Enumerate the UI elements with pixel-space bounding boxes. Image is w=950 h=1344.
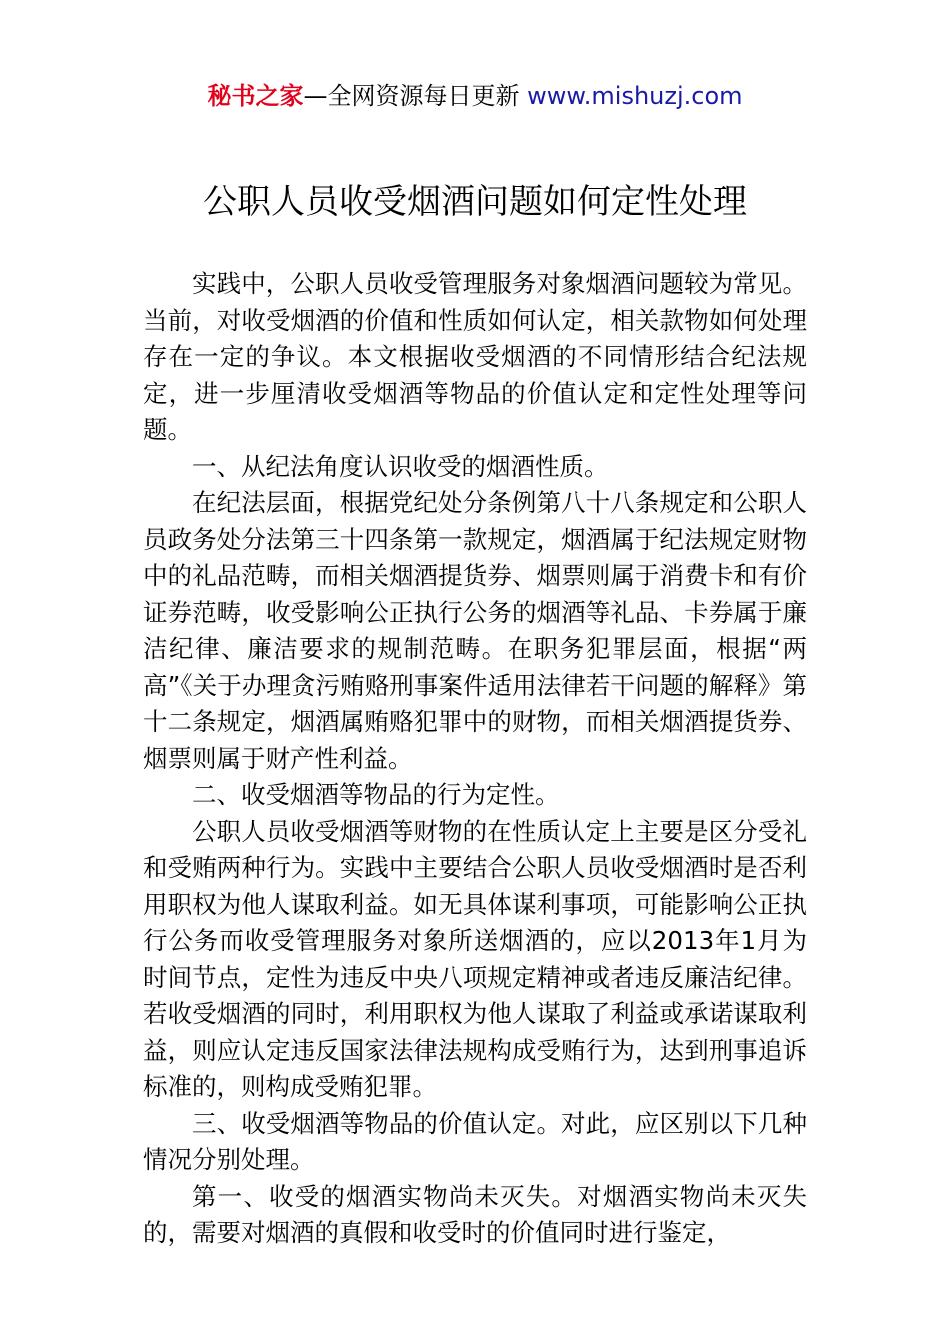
paragraph-section-1: 在纪法层面，根据党纪处分条例第八十八条规定和公职人员政务处分法第三十四条第一款规定，烟酒属于纪法规定财物中的礼品范畴，而相关烟酒提货券、烟票则属于消费卡和有价证券范畴，收受影响公正执行公务的烟酒等礼品、卡券属于廉洁纪律、廉洁要求的规制范畴。在职务犯罪层面，根据“两高”《关于办理贪污贿赂刑事案件适用法律若干问题的解释》第十二条规定，烟酒属贿赂犯罪中的财物，而相关烟酒提货券、烟票则属于财产性利益。 <box>143 488 807 773</box>
document-title: 公职人员收受烟酒问题如何定性处理 <box>203 182 747 222</box>
paragraph-section-2: 公职人员收受烟酒等财物的在性质认定上主要是区分受礼和受贿两种行为。实践中主要结合公职人员收受烟酒时是否利用职权为他人谋取利益。如无具体谋利事项，可能影响公正执行公务而收受管理服务对象所送烟酒的，应以2013年1月为时间节点，定性为违反中央八项规定精神或者违反廉洁纪律。若收受烟酒的同时，利用职权为他人谋取了利益或承诺谋取利益，则应认定违反国家法律法规构成受贿行为，达到刑事追诉标准的，则构成受贿犯罪。 <box>143 816 807 1101</box>
section-heading-1: 一、从纪法角度认识收受的烟酒性质。 <box>192 451 609 481</box>
site-url-link[interactable]: www.mishuzj.com <box>527 82 743 110</box>
section-heading-2: 二、收受烟酒等物品的行为定性。 <box>192 780 560 809</box>
section-heading-3: 三、收受烟酒等物品的价值认定。对此，应区别以下几种情况分别处理。 <box>143 1108 807 1174</box>
site-brand: 秘书之家 <box>207 82 304 110</box>
document-body <box>143 266 807 1252</box>
paragraph-case-1: 第一、收受的烟酒实物尚未灭失。对烟酒实物尚未灭失的，需要对烟酒的真假和收受时的价值同时进行鉴定， <box>143 1181 807 1247</box>
site-header <box>0 80 950 112</box>
paragraph-intro: 实践中，公职人员收受管理服务对象烟酒问题较为常见。当前，对收受烟酒的价值和性质如何认定，相关款物如何处理存在一定的争议。本文根据收受烟酒的不同情形结合纪法规定，进一步厘清收受烟酒等物品的价值认定和定性处理等问题。 <box>143 269 807 444</box>
site-tagline: —全网资源每日更新 <box>303 82 528 110</box>
